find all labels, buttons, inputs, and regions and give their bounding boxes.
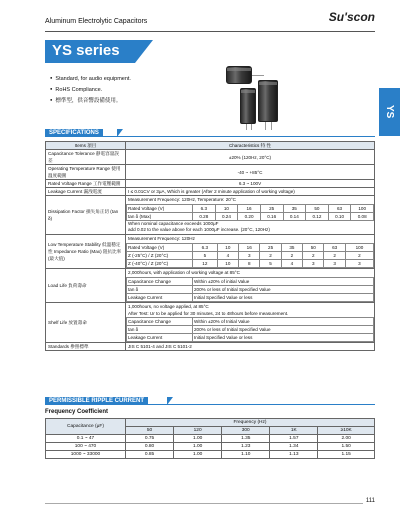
row-value: JIS C 5101-4 and JIS C 5101-2 <box>126 343 375 351</box>
voltage-row <box>127 205 374 213</box>
ratio-cell: 4 <box>217 252 238 260</box>
frequency-cell: 50 <box>126 427 174 435</box>
series-banner-tip <box>135 40 153 63</box>
ratio-cell: 3 <box>324 260 345 268</box>
test-condition: After Test: Ur to be applied for 30 minutes, 24 to 48hours before measurement. <box>128 311 289 316</box>
voltage-row <box>127 244 374 252</box>
capacitance-cell: 0.1 ~ 47 <box>46 435 126 443</box>
row-label: Leakage Current 漏洩電流 <box>46 188 126 196</box>
coefficient-cell: 2.00 <box>318 435 375 443</box>
coefficient-cell: 1.34 <box>270 443 318 451</box>
section-title: SPECIFICATIONS <box>45 129 103 137</box>
voltage-cell: 25 <box>260 244 281 252</box>
row-label: Standards 參照標準 <box>46 343 126 351</box>
tan-cell: 0.10 <box>328 213 351 221</box>
voltage-cell: 35 <box>281 244 302 252</box>
specifications-section-bar <box>45 129 375 137</box>
row-label: Z (-25°C) / Z (20°C) <box>127 252 193 260</box>
table-row <box>46 303 375 343</box>
criteria-value: 200% or less of Initial Specified Value <box>193 286 374 294</box>
voltage-cell: 6.3 <box>193 205 216 213</box>
series-title: YS series <box>52 42 120 59</box>
frequency-coefficient-title: Frequency Coefficient <box>45 409 109 415</box>
tan-cell: 0.16 <box>260 213 283 221</box>
row-label: tan δ (Max) <box>127 213 193 221</box>
voltage-cell: 100 <box>345 244 373 252</box>
ratio-cell: 2 <box>260 252 281 260</box>
criteria-row <box>127 286 374 294</box>
dissipation-factor-table <box>126 204 374 221</box>
criteria-value: Within ±20% of Initial Value <box>193 318 374 326</box>
criteria-label: tan δ <box>127 286 193 294</box>
footer-divider <box>45 503 375 504</box>
table-row <box>46 150 375 165</box>
coefficient-cell: 1.13 <box>270 451 318 459</box>
header-title: Aluminum Electrolytic Capacitors <box>45 18 148 25</box>
voltage-cell: 50 <box>306 205 329 213</box>
impedance-ratio-table <box>126 243 374 268</box>
ripple-current-table <box>45 418 375 459</box>
note-line: add 0.02 to the value above for each 1000μF increase. (20°C, 120Hz) <box>128 227 270 232</box>
load-life-table <box>126 277 374 302</box>
measurement-note: Measurement Frequency: 120Hz <box>128 236 195 241</box>
table-row <box>46 269 375 303</box>
frequency-cell: 1K <box>270 427 318 435</box>
capacitance-cell: 100 ~ 470 <box>46 443 126 451</box>
brand-logo: Su'scon <box>328 10 375 24</box>
voltage-cell: 50 <box>303 244 324 252</box>
table-header-row <box>46 142 375 150</box>
coefficient-cell: 1.57 <box>270 435 318 443</box>
voltage-cell: 63 <box>324 244 345 252</box>
table-row <box>46 435 375 443</box>
row-label: Operating Temperature Range 使用溫度範圍 <box>46 165 126 180</box>
ratio-cell: 3 <box>239 252 260 260</box>
row-label: Rated Voltage Range 工作電壓範圍 <box>46 180 126 188</box>
row-value: -40 ~ +85°C <box>126 165 375 180</box>
row-value: ±20% (120Hz, 20°C) <box>126 150 375 165</box>
ratio-cell: 3 <box>345 260 373 268</box>
table-row <box>46 165 375 180</box>
tan-cell: 0.08 <box>351 213 374 221</box>
capacitor-medium-image <box>240 88 256 124</box>
table-row <box>46 196 375 235</box>
coefficient-cell: 1.15 <box>318 451 375 459</box>
row-label: Shelf Life 放置壽命 <box>46 303 126 343</box>
voltage-cell: 6.3 <box>193 244 218 252</box>
feature-item: ● 標準型，供音響設備使用。 <box>50 95 131 106</box>
ratio-cell: 10 <box>217 260 238 268</box>
ratio-cell: 8 <box>239 260 260 268</box>
feature-item: ● RoHS Compliance. <box>50 84 131 95</box>
coefficient-cell: 0.75 <box>126 435 174 443</box>
criteria-row <box>127 318 374 326</box>
note-line: When nominal capacitance exceeds 1000μF <box>128 221 219 226</box>
section-title: PERMISSIBLE RIPPLE CURRENT <box>45 397 148 405</box>
feature-item: ● Standard, for audio equipment. <box>50 73 131 84</box>
feature-list <box>50 73 131 106</box>
page-header <box>45 8 375 32</box>
frequency-cell: 300 <box>222 427 270 435</box>
row-label: Load Life 負荷壽命 <box>46 269 126 303</box>
criteria-row <box>127 294 374 302</box>
voltage-cell: 35 <box>283 205 306 213</box>
impedance-row <box>127 252 374 260</box>
criteria-value: 200% or less of Initial Specified Value <box>193 326 374 334</box>
row-value: 6.3 ~ 100V <box>126 180 375 188</box>
coefficient-cell: 1.00 <box>174 435 222 443</box>
voltage-cell: 63 <box>328 205 351 213</box>
voltage-cell: 10 <box>215 205 238 213</box>
criteria-value: Within ±20% of initial Value <box>193 278 374 286</box>
row-value: I ≤ 0.01CV or 3μA, Which is greater (After 2 minute application of working voltage) <box>126 188 375 196</box>
criteria-value: Initial Specified Value or less <box>193 294 374 302</box>
table-row <box>46 180 375 188</box>
column-header: Capacitance (μF) <box>46 419 126 435</box>
series-side-tab: YS <box>379 88 400 136</box>
table-row <box>46 188 375 196</box>
coefficient-cell: 1.23 <box>222 443 270 451</box>
row-label: Rated Voltage (V) <box>127 244 193 252</box>
coefficient-cell: 0.80 <box>126 443 174 451</box>
criteria-label: Capacitance Change <box>127 318 193 326</box>
specifications-table <box>45 141 375 351</box>
test-condition: 1,000hours, no voltage applied, at 85°C <box>128 304 209 309</box>
coefficient-cell: 1.10 <box>222 451 270 459</box>
coefficient-cell: 1.50 <box>318 443 375 451</box>
capacitance-cell: 1000 ~ 33000 <box>46 451 126 459</box>
ratio-cell: 5 <box>260 260 281 268</box>
tan-cell: 0.20 <box>238 213 261 221</box>
frequency-cell: 120 <box>174 427 222 435</box>
row-label: Low Temperature Stability 低溫穩定性 Impedance Ratio (Max) 阻抗比率 (最大值) <box>46 235 126 269</box>
criteria-label: tan δ <box>127 326 193 334</box>
tan-delta-row <box>127 213 374 221</box>
ratio-cell: 5 <box>193 252 218 260</box>
column-header: Items 項目 <box>46 142 126 150</box>
criteria-row <box>127 326 374 334</box>
coefficient-cell: 0.85 <box>126 451 174 459</box>
row-label: Rated Voltage (V) <box>127 205 193 213</box>
ratio-cell: 4 <box>281 260 302 268</box>
table-row <box>46 443 375 451</box>
ratio-cell: 2 <box>303 252 324 260</box>
criteria-row <box>127 334 374 342</box>
tan-cell: 0.28 <box>193 213 216 221</box>
ripple-section-bar <box>45 397 375 405</box>
capacitor-small-image <box>226 66 252 84</box>
voltage-cell: 16 <box>238 205 261 213</box>
criteria-label: Leakage Current <box>127 334 193 342</box>
row-label: Dissipation Factor 損失角正切 (tan δ) <box>46 196 126 235</box>
frequency-cell: ≥10K <box>318 427 375 435</box>
capacitor-large-image <box>258 80 278 122</box>
ratio-cell: 2 <box>324 252 345 260</box>
criteria-label: Leakage Current <box>127 294 193 302</box>
column-header: Frequency (Hz) <box>126 419 375 427</box>
table-row <box>46 235 375 269</box>
ratio-cell: 12 <box>193 260 218 268</box>
criteria-row <box>127 278 374 286</box>
voltage-cell: 10 <box>217 244 238 252</box>
table-header-row <box>46 419 375 427</box>
criteria-value: Initial Specified Value or less <box>193 334 374 342</box>
tan-cell: 0.12 <box>306 213 329 221</box>
coefficient-cell: 1.00 <box>174 443 222 451</box>
column-header: Characteristics 特 性 <box>126 142 375 150</box>
criteria-label: Capacitance Change <box>127 278 193 286</box>
page-number: 111 <box>363 498 375 504</box>
voltage-cell: 25 <box>260 205 283 213</box>
measurement-note: Measurement Frequency: 120Hz, Temperature: 20°C <box>128 197 236 202</box>
impedance-row <box>127 260 374 268</box>
table-row <box>46 451 375 459</box>
ratio-cell: 2 <box>345 252 373 260</box>
tan-cell: 0.14 <box>283 213 306 221</box>
table-row <box>46 343 375 351</box>
tan-cell: 0.24 <box>215 213 238 221</box>
voltage-cell: 100 <box>351 205 374 213</box>
coefficient-cell: 1.35 <box>222 435 270 443</box>
shelf-life-table <box>126 317 374 342</box>
ratio-cell: 2 <box>281 252 302 260</box>
ratio-cell: 3 <box>303 260 324 268</box>
capacitor-lead <box>252 75 264 76</box>
test-condition: 2,000hours, with application of working voltage at 85°C <box>128 270 240 275</box>
row-label: Capacitance Tolerance 靜電容量誤差 <box>46 150 126 165</box>
voltage-cell: 16 <box>239 244 260 252</box>
row-label: Z (-40°C) / Z (20°C) <box>127 260 193 268</box>
coefficient-cell: 1.00 <box>174 451 222 459</box>
